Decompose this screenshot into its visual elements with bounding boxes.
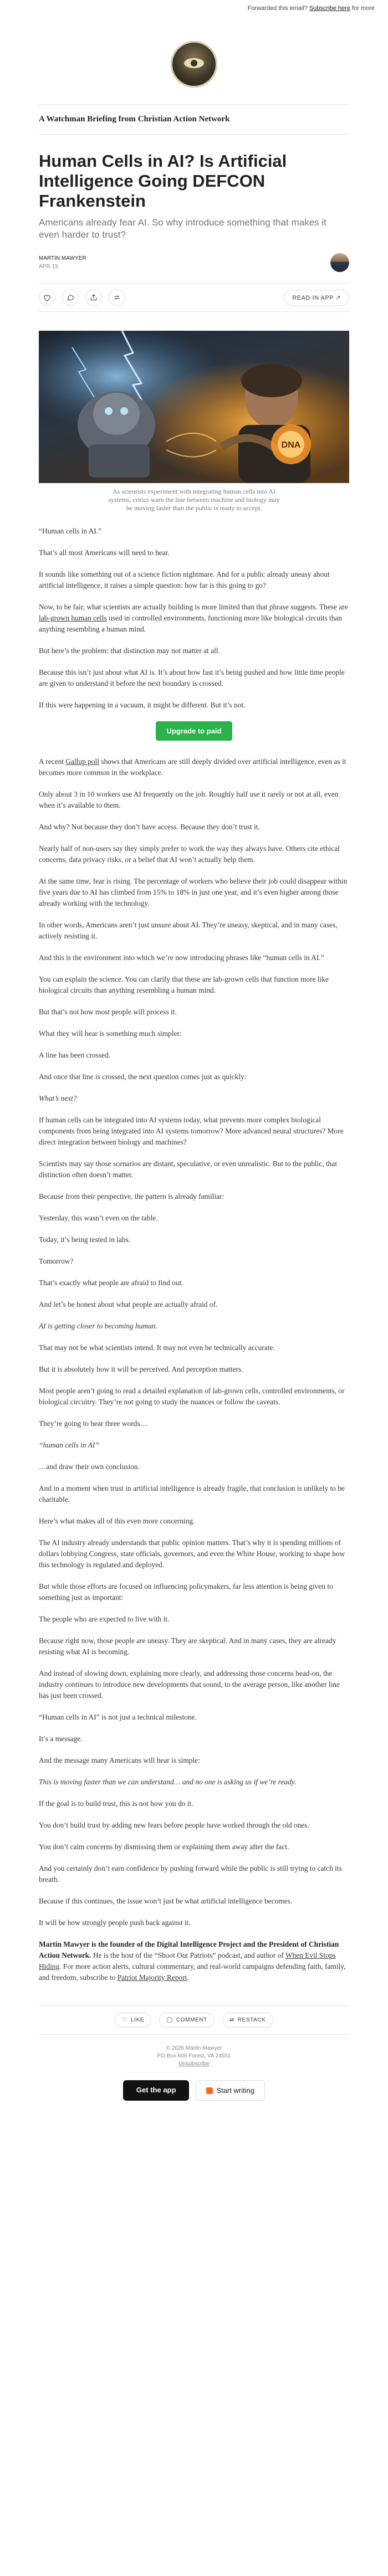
post-actions-bar bbox=[39, 283, 349, 312]
content-column bbox=[39, 41, 349, 2101]
paragraph: The AI industry already understands that public opinion matters. That’s why it is spending millions of dollars lobbying Congress, state officials, governors, and even the White House, working to shape how this technology is regulated and deployed. bbox=[39, 1538, 345, 1569]
paragraph: The people who are expected to live with it. bbox=[39, 1615, 170, 1623]
paragraph: And the message many Americans will hear is simple: bbox=[39, 1756, 200, 1764]
footer-actions bbox=[39, 2005, 349, 2035]
post-subtitle: Americans already fear AI. So why introduce something that makes it even harder to trust? bbox=[39, 217, 326, 240]
divider bbox=[39, 104, 349, 105]
text-span: shows that Americans are still deeply divided over artificial intelligence, even as it becomes more common in the workplace. bbox=[39, 757, 346, 777]
paragraph: If human cells can be integrated into AI systems today, what prevents more complex biological components from being integrated into AI systems tomorrow? More advanced neural structures? More direct integration between biology and machines? bbox=[39, 1116, 344, 1146]
paragraph-italic: This is moving faster than we can understand… and no one is asking us if we’re ready. bbox=[39, 1778, 297, 1786]
start-writing-label: Start writing bbox=[216, 2086, 255, 2095]
paragraph: A line has been crossed. bbox=[39, 1051, 111, 1059]
paragraph: If this were happening in a vacuum, it might be different. But it’s not. bbox=[39, 701, 246, 709]
paragraph-italic: What’s next? bbox=[39, 1094, 77, 1102]
post-body bbox=[39, 526, 349, 1928]
paragraph: Scientists may say those scenarios are distant, speculative, or even unrealistic. But to the public, that distinction often doesn’t matter. bbox=[39, 1159, 338, 1179]
share-icon[interactable] bbox=[85, 289, 102, 306]
text-span: Now, to be fair, what scientists are actually building is more limited than that phrase suggests. These are bbox=[39, 603, 348, 611]
paragraph: And once that line is crossed, the next question comes just as quickly: bbox=[39, 1073, 247, 1081]
paragraph: That’s all most Americans will need to hear. bbox=[39, 548, 170, 557]
restack-icon[interactable] bbox=[109, 289, 125, 306]
app-cta bbox=[39, 2080, 349, 2101]
forward-text: Forwarded this email? bbox=[247, 5, 308, 12]
start-writing-button[interactable] bbox=[196, 2080, 265, 2101]
patriot-majority-link[interactable]: Patriot Majority Report bbox=[117, 1973, 187, 1982]
paragraph: It’s a message. bbox=[39, 1735, 83, 1743]
logo-wrap bbox=[39, 41, 349, 88]
text-span: . For more action alerts, cultural commentary, and real-world campaigns defending faith, family, and freedom, subscribe to bbox=[39, 1962, 346, 1982]
copyright: © 2026 Martin Mawyer bbox=[166, 2045, 222, 2051]
byline bbox=[39, 253, 349, 272]
paragraph: Most people aren’t going to read a detailed explanation of lab-grown cells, controlled environments, or biological circuitry. They’re not going to study the nuances or follow the caveats. bbox=[39, 1387, 345, 1406]
author-bio bbox=[39, 1939, 349, 1983]
hero-image[interactable] bbox=[39, 331, 349, 483]
forward-suffix: for more bbox=[352, 5, 375, 12]
paragraph: At the same time, fear is rising. The percentage of workers who believe their job could disappear within five years due to AI has climbed from 15% to 18% in just one year, and it’s even higher among those already working with the technology. bbox=[39, 877, 348, 907]
heart-icon[interactable] bbox=[39, 289, 55, 306]
paragraph: That may not be what scientists intend. It may not even be technically accurate. bbox=[39, 1343, 275, 1352]
gallup-poll-link[interactable]: Gallup poll bbox=[65, 757, 99, 766]
paragraph: You don’t calm concerns by dismissing them or explaining them away after the fact. bbox=[39, 1843, 289, 1851]
paragraph: Because if this continues, the issue won’t just be what artificial intelligence becomes. bbox=[39, 1897, 293, 1905]
eye-emblem-icon bbox=[184, 58, 204, 68]
restack-label: RESTACK bbox=[237, 2017, 266, 2023]
paragraph: If the goal is to build trust, this is not how you do it. bbox=[39, 1799, 193, 1808]
lab-grown-cells-link[interactable]: lab-grown human cells bbox=[39, 614, 107, 622]
paragraph: And you certainly don’t earn confidence by pushing forward while the public is still trying to catch its breath. bbox=[39, 1864, 342, 1884]
text-span: used in controlled environments, functioning more like biological circuits than anything resembling a human mind. bbox=[39, 614, 343, 633]
forward-bar bbox=[0, 0, 388, 17]
paragraph: And why? Not because they don’t have access. Because they don’t trust it. bbox=[39, 823, 260, 831]
post-title[interactable]: Human Cells in AI? Is Artificial Intelligence Going DEFCON Frankenstein bbox=[39, 151, 287, 211]
read-in-app-label: READ IN APP bbox=[292, 294, 334, 301]
upgrade-wrap bbox=[39, 721, 349, 741]
paragraph: Because from their perspective, the pattern is already familiar: bbox=[39, 1192, 224, 1200]
dna-label: DNA bbox=[281, 440, 301, 450]
upgrade-to-paid-button[interactable]: Upgrade to paid bbox=[156, 721, 233, 741]
substack-logo-icon bbox=[206, 2087, 213, 2094]
paragraph: Today, it’s being tested in labs. bbox=[39, 1235, 131, 1244]
paragraph: And this is the environment into which we’re now introducing phrases like “human cells in AI.” bbox=[39, 953, 324, 962]
divider bbox=[39, 134, 349, 135]
paragraph: They’re going to hear three words… bbox=[39, 1419, 147, 1428]
paragraph: In other words, Americans aren’t just unsure about AI. They’re uneasy, skeptical, and in many cases, actively resisting it. bbox=[39, 921, 338, 940]
publication-logo[interactable] bbox=[171, 41, 217, 88]
paragraph: Because this isn’t just about what AI is. It’s about how fast it’s being pushed and how little time people are given to understand it before the next boundary is crossed. bbox=[39, 668, 345, 687]
paragraph-italic: “human cells in AI” bbox=[39, 1441, 99, 1449]
paragraph: “Human cells in AI” is not just a technical milestone. bbox=[39, 1713, 197, 1721]
comment-button[interactable] bbox=[159, 2013, 215, 2028]
hero-figure bbox=[39, 331, 349, 512]
subscribe-link[interactable]: Subscribe here bbox=[309, 5, 350, 12]
paragraph: That’s exactly what people are afraid to find out. bbox=[39, 1279, 183, 1287]
comment-label: COMMENT bbox=[176, 2017, 207, 2023]
paragraph: But while those efforts are focused on influencing policymakers, far less attention is being given to something just as important: bbox=[39, 1582, 333, 1602]
paragraph bbox=[39, 602, 349, 635]
text-span: . bbox=[187, 1973, 189, 1982]
paragraph: It will be how strongly people push back against it. bbox=[39, 1918, 191, 1927]
heart-icon: ♡ bbox=[122, 2017, 128, 2023]
external-link-icon: ↗ bbox=[335, 294, 341, 301]
get-the-app-button[interactable]: Get the app bbox=[123, 2080, 190, 2101]
paragraph: Only about 3 in 10 workers use AI frequently on the job. Roughly half use it rarely or not at all, even when it’s available to them. bbox=[39, 790, 339, 809]
paragraph: “Human cells in AI.” bbox=[39, 527, 102, 535]
paragraph: But here’s the problem: that distinction may not matter at all. bbox=[39, 646, 220, 655]
post-action-icons bbox=[39, 289, 125, 306]
paragraph: You don’t build trust by adding new fears before people have worked through the old ones. bbox=[39, 1821, 309, 1829]
restack-icon: ⇄ bbox=[229, 2017, 234, 2023]
text-span: A recent bbox=[39, 757, 66, 766]
paragraph: Yesterday, this wasn’t even on the table. bbox=[39, 1214, 158, 1222]
paragraph: And instead of slowing down, explaining more clearly, and addressing those concerns head-on, the industry continues to introduce new developments that sound, to the average person, like another line has just been crossed. bbox=[39, 1669, 340, 1700]
hero-illustration bbox=[39, 331, 349, 483]
paragraph: And in a moment when trust in artificial intelligence is already fragile, that conclusion is unlikely to be charitable. bbox=[39, 1484, 345, 1503]
post-date: APR 13 bbox=[39, 264, 58, 270]
paragraph-italic: AI is getting closer to becoming human. bbox=[39, 1322, 157, 1330]
comment-icon: ◯ bbox=[166, 2017, 173, 2023]
email-footer bbox=[39, 2045, 349, 2068]
comment-icon[interactable] bbox=[62, 289, 79, 306]
paragraph: Here’s what makes all of this even more concerning. bbox=[39, 1517, 195, 1525]
bio-bold: Martin Mawyer is the founder of the Digital Intelligence Project and the President of Christian Action Network. bbox=[39, 1940, 339, 1959]
book-link[interactable]: When Evil Stops Hiding bbox=[39, 1951, 336, 1971]
paragraph: What they will hear is something much simpler: bbox=[39, 1029, 182, 1038]
paragraph: But that’s not how most people will process it. bbox=[39, 1008, 177, 1016]
paragraph: Tomorrow? bbox=[39, 1257, 74, 1265]
paragraph: Because right now, those people are uneasy. They are skeptical. And in many cases, they are already resisting what AI is becoming. bbox=[39, 1636, 336, 1656]
unsubscribe-link[interactable]: Unsubscribe bbox=[178, 2061, 210, 2067]
like-button[interactable] bbox=[115, 2013, 151, 2028]
briefing-label: A Watchman Briefing from Christian Action Network bbox=[39, 115, 230, 124]
paragraph: It sounds like something out of a science fiction nightmare. And for a public already uneasy about artificial intelligence, it raises a simple question: how far is this going to go? bbox=[39, 570, 330, 589]
paragraph: Nearly half of non-users say they simply prefer to work the way they always have. Others cite ethical concerns, data privacy risks, or a belief that AI won’t actually help them. bbox=[39, 844, 340, 864]
restack-button[interactable] bbox=[222, 2013, 273, 2028]
like-label: LIKE bbox=[131, 2017, 145, 2023]
paragraph: And let’s be honest about what people are actually afraid of. bbox=[39, 1300, 218, 1308]
author-avatar[interactable] bbox=[330, 253, 349, 272]
hero-caption: As scientists experiment with integrating human cells into AI systems, critics warn the line between machine and biology may be moving faster than the public is ready to accept. bbox=[108, 488, 280, 512]
paragraph: …and draw their own conclusion. bbox=[39, 1463, 140, 1471]
author-name[interactable]: MARTIN MAWYER bbox=[39, 255, 86, 261]
paragraph bbox=[39, 756, 349, 778]
text-span: He is the host of the “Shoot Out Patriots” podcast, and author of bbox=[91, 1951, 285, 1959]
read-in-app-button[interactable] bbox=[284, 290, 349, 306]
paragraph: You can explain the science. You can clarify that these are lab-grown cells that function more like biological circuits than anything resembling a human mind. bbox=[39, 975, 329, 994]
address: PO Box 606 Forest, VA 24551 bbox=[157, 2053, 231, 2059]
paragraph: But it is absolutely how it will be perceived. And perception matters. bbox=[39, 1365, 243, 1373]
